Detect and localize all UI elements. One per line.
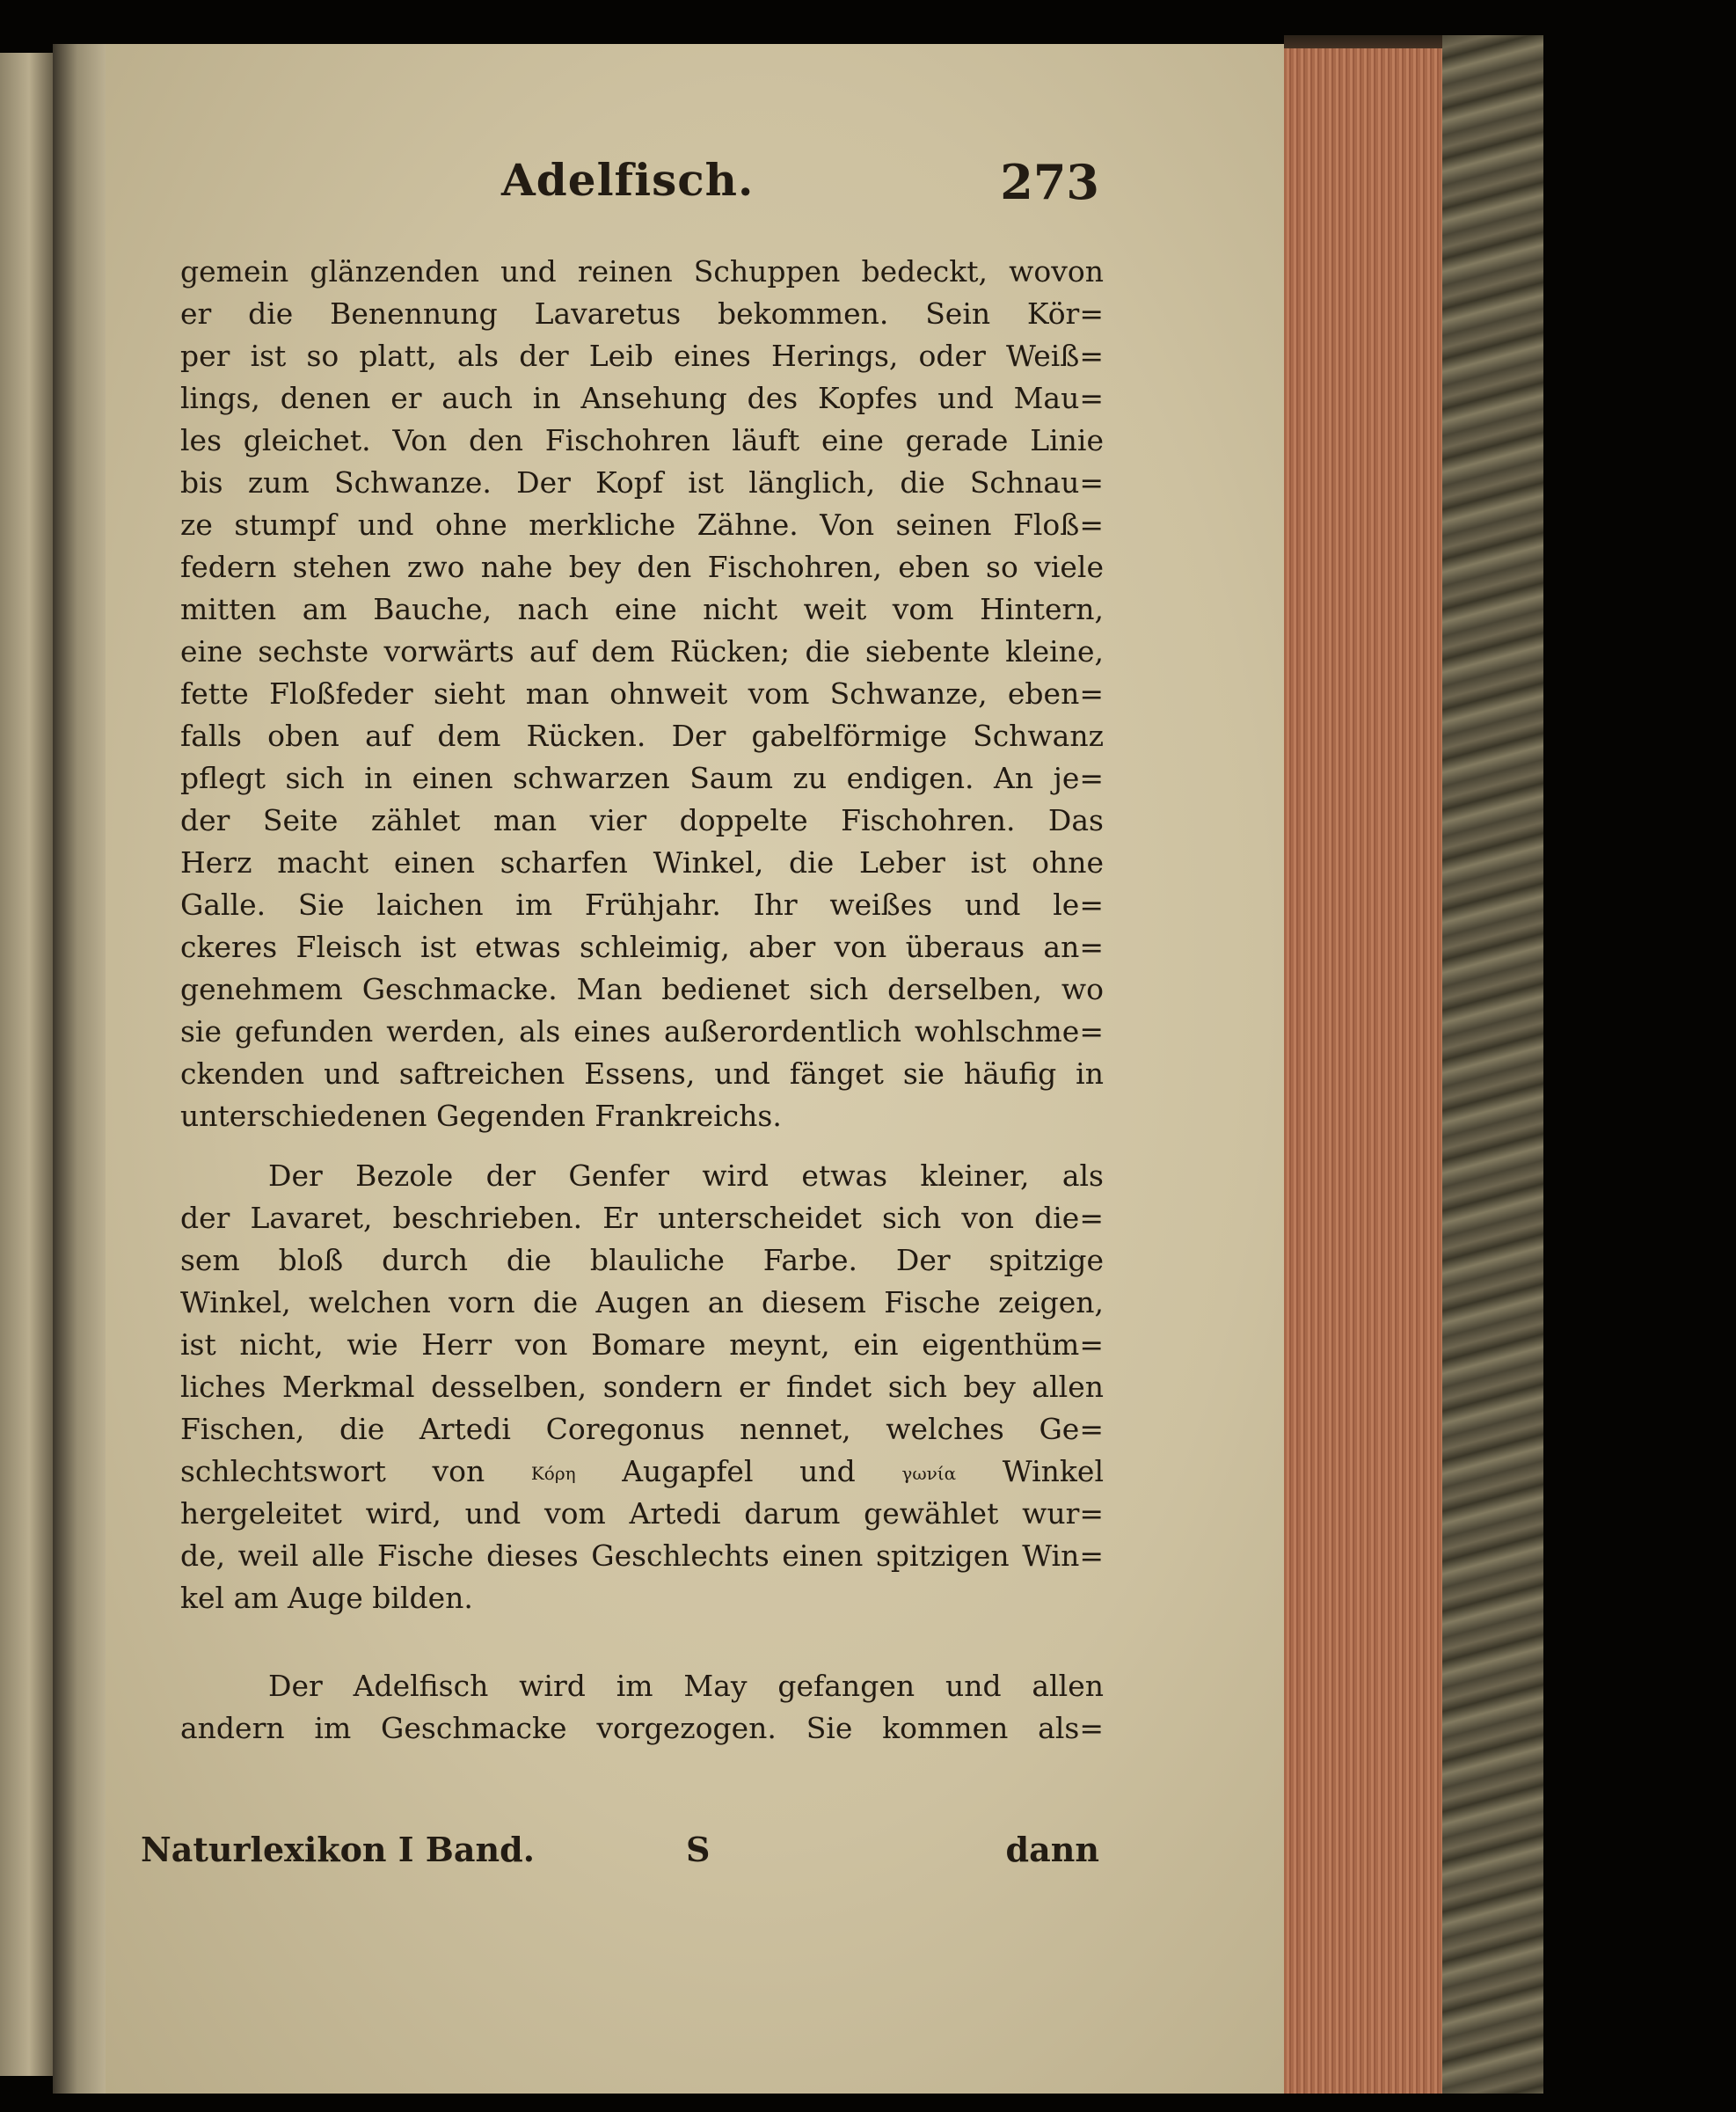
catchword: dann — [1005, 1830, 1099, 1869]
text-line: der Lavaret, beschrieben. Er unterscheidet sich von die= — [180, 1201, 1104, 1235]
text-line: kel am Auge bilden. — [180, 1581, 473, 1615]
sheet-mark: S — [686, 1830, 711, 1869]
text-line: les gleichet. Von den Fischohren läuft eine gerade Linie — [180, 423, 1104, 457]
text-line: gemein glänzenden und reinen Schuppen bedeckt, wovon — [180, 254, 1104, 289]
text-line: ckeres Fleisch ist etwas schleimig, aber von überaus an= — [180, 930, 1104, 964]
text-line: Winkel, welchen vorn die Augen an diesem Fische zeigen, — [180, 1285, 1104, 1319]
text-line: liches Merkmal desselben, sondern er findet sich bey allen — [180, 1370, 1104, 1404]
text-line: ist nicht, wie Herr von Bomare meynt, ein eigenthüm= — [180, 1327, 1104, 1362]
text-line: falls oben auf dem Rücken. Der gabelförmige Schwanz — [180, 719, 1104, 753]
text-line: bis zum Schwanze. Der Kopf ist länglich, die Schnau= — [180, 465, 1104, 500]
text-line: Der Adelfisch wird im May gefangen und allen — [268, 1669, 1104, 1703]
marbled-cover-edge — [1442, 35, 1543, 2094]
text-line: unterschiedenen Gegenden Frankreichs. — [180, 1099, 782, 1133]
text-line: lings, denen er auch in Ansehung des Kopfes und Mau= — [180, 381, 1104, 415]
text-segment: schlechtswort von — [180, 1454, 485, 1488]
text-line: ze stumpf und ohne merkliche Zähne. Von seinen Floß= — [180, 508, 1104, 542]
text-line: pflegt sich in einen schwarzen Saum zu endigen. An je= — [180, 761, 1104, 795]
paragraph-gap — [180, 1619, 1104, 1665]
text-line: federn stehen zwo nahe bey den Fischohren, eben so viele — [180, 550, 1104, 584]
paragraph-gap — [180, 1137, 1104, 1155]
text-segment: Augapfel und — [622, 1454, 856, 1488]
text-line: andern im Geschmacke vorgezogen. Sie kommen als= — [180, 1711, 1104, 1745]
text-line: Galle. Sie laichen im Frühjahr. Ihr weißes und le= — [180, 888, 1104, 922]
text-line: der Seite zählet man vier doppelte Fischohren. Das — [180, 803, 1104, 837]
page-number: 273 — [1000, 154, 1099, 210]
text-line: Herz macht einen scharfen Winkel, die Leber ist ohne — [180, 845, 1104, 880]
greek-word: Κόρη — [530, 1463, 576, 1484]
text-line: sem bloß durch die blauliche Farbe. Der spitzige — [180, 1243, 1104, 1277]
page-header — [185, 154, 1099, 216]
page-footer — [141, 1830, 1099, 1882]
page-body — [180, 251, 1104, 1750]
text-line: er die Benennung Lavaretus bekommen. Sein Kör= — [180, 296, 1104, 331]
left-page-edge — [0, 53, 53, 2076]
greek-word: γωνία — [901, 1463, 957, 1484]
page-fore-edge — [1284, 48, 1442, 2094]
text-line-greek — [180, 1451, 1104, 1493]
text-line: fette Floßfeder sieht man ohnweit vom Schwanze, eben= — [180, 676, 1104, 711]
running-title: Adelfisch. — [501, 154, 755, 206]
text-line: eine sechste vorwärts auf dem Rücken; die siebente kleine, — [180, 634, 1104, 669]
text-line: hergeleitet wird, und vom Artedi darum gewählet wur= — [180, 1496, 1104, 1531]
text-line: de, weil alle Fische dieses Geschlechts einen spitzigen Win= — [180, 1538, 1104, 1573]
text-line: Der Bezole der Genfer wird etwas kleiner, als — [268, 1158, 1104, 1193]
text-line: per ist so platt, als der Leib eines Herings, oder Weiß= — [180, 339, 1104, 373]
text-line: ckenden und saftreichen Essens, und fänget sie häufig in — [180, 1056, 1104, 1091]
text-line: Fischen, die Artedi Coregonus nennet, welches Ge= — [180, 1412, 1104, 1446]
text-segment: Winkel — [1002, 1454, 1105, 1488]
text-line: sie gefunden werden, als eines außerordentlich wohlschme= — [180, 1014, 1104, 1049]
text-line: genehmem Geschmacke. Man bedienet sich derselben, wo — [180, 972, 1104, 1006]
text-line: mitten am Bauche, nach eine nicht weit vom Hintern, — [180, 592, 1104, 626]
signature-line: Naturlexikon I Band. — [141, 1830, 535, 1869]
